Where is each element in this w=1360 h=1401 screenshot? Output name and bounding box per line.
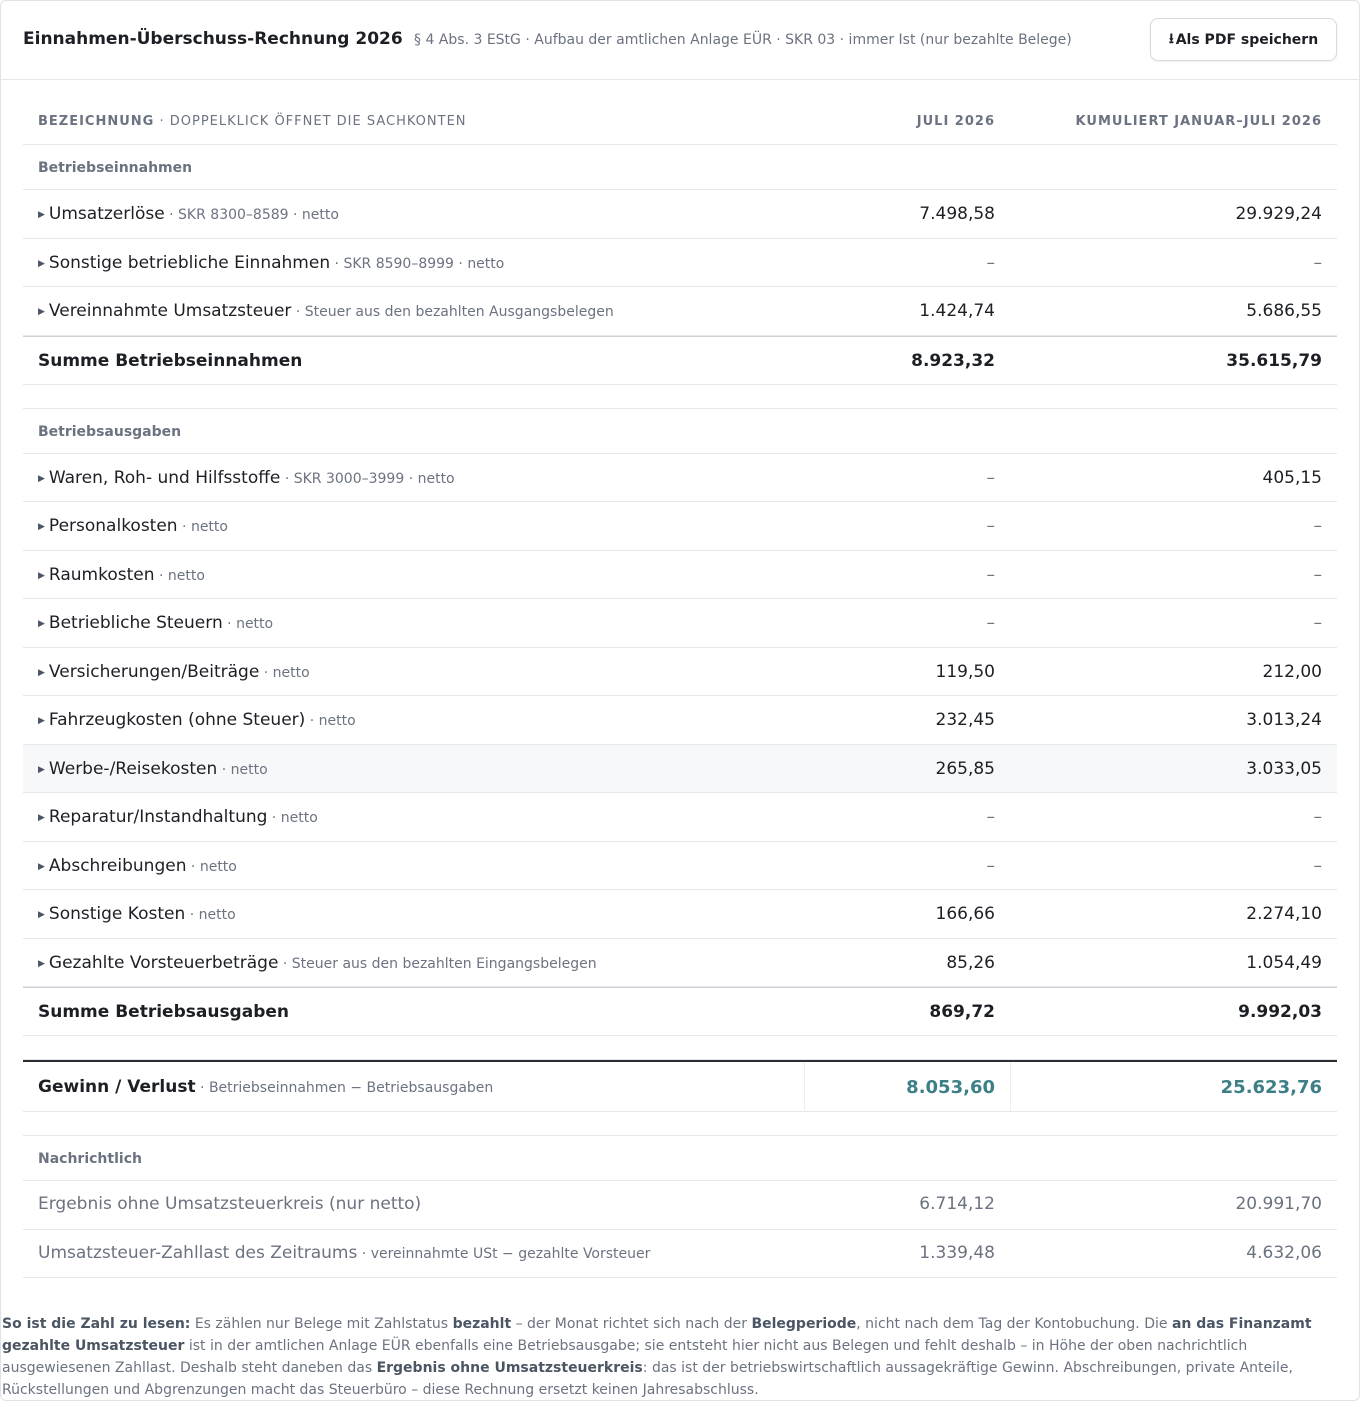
value-cumulative: 29.929,24 (1235, 204, 1322, 224)
value-cumulative: 405,15 (1262, 467, 1322, 488)
value-cumulative: 212,00 (1262, 661, 1322, 682)
report-header (0, 0, 1360, 80)
row-label: Gezahlte Vorsteuerbeträge (48, 952, 279, 973)
account-group-row[interactable] (23, 890, 1337, 939)
column-header-label: BEZEICHNUNG · DOPPELKLICK ÖFFNET DIE SACHKONTEN (38, 114, 467, 129)
row-hint: · netto (185, 907, 236, 923)
profit-loss-hint: · Betriebseinnahmen − Betriebsausgaben (195, 1080, 494, 1096)
page-subtitle: § 4 Abs. 3 EStG · Aufbau der amtlichen Anlage EÜR · SKR 03 · immer Ist (nur bezahlte Belege) (414, 32, 1072, 48)
row-hint: · vereinnahmte USt − gezahlte Vorsteuer (357, 1245, 651, 1262)
row-label: Reparatur/Instandhaltung (48, 807, 268, 827)
account-group-row[interactable] (23, 745, 1337, 794)
value-month: 166,66 (935, 904, 995, 924)
row-label: Umsatzsteuer-Zahllast des Zeitraums (38, 1242, 358, 1263)
row-label: Ergebnis ohne Umsatzsteuerkreis (nur netto) (38, 1194, 422, 1214)
profit-loss-label: Gewinn / Verlust (38, 1077, 196, 1097)
value-cumulative: – (1313, 855, 1322, 876)
column-header-cumulative: KUMULIERT JANUAR–JULI 2026 (1075, 114, 1322, 129)
expand-triangle-icon[interactable]: ▶ (38, 910, 45, 920)
value-cumulative: – (1313, 252, 1322, 273)
account-group-row[interactable] (23, 696, 1337, 745)
value-cumulative: 2.274,10 (1246, 904, 1322, 924)
value-cumulative: 5.686,55 (1246, 301, 1322, 321)
value-month: 7.498,58 (919, 204, 995, 224)
value-cumulative: – (1313, 613, 1322, 633)
expand-triangle-icon[interactable]: ▶ (38, 764, 45, 775)
account-group-row[interactable] (23, 793, 1337, 842)
row-label: Waren, Roh- und Hilfsstoffe (48, 467, 281, 488)
section-header-expenses: Betriebsausgaben (23, 409, 1337, 454)
row-hint: · netto (186, 858, 237, 875)
account-group-row[interactable] (23, 842, 1337, 891)
value-cumulative: – (1313, 807, 1322, 827)
memo-row (23, 1181, 1337, 1230)
account-group-row[interactable] (23, 454, 1337, 503)
expand-triangle-icon[interactable]: ▶ (38, 667, 45, 678)
row-label: Betriebliche Steuern (48, 613, 223, 633)
value-month: 85,26 (946, 952, 995, 973)
account-group-row[interactable] (23, 648, 1337, 697)
euer-table (23, 97, 1337, 1278)
row-label: Sonstige Kosten (48, 904, 186, 924)
value-month: – (986, 467, 995, 488)
row-hint: · Steuer aus den bezahlten Ausgangsbelegen (291, 304, 614, 320)
value-cumulative: 3.013,24 (1246, 710, 1322, 730)
account-group-row[interactable] (23, 599, 1337, 648)
expand-triangle-icon[interactable]: ▶ (38, 716, 45, 726)
reading-note: So ist die Zahl zu lesen: Es zählen nur Belege mit Zahlstatus bezahlt – der Monat richtet sich nach der Belegperiode, nicht nach dem Tag der Kontobuchung. Die an das Finanzamt gezahlte Umsatzsteuer ist in der amtlichen Anlage EÜR ebenfalls eine Betriebsausgabe; sie entsteht hier nicht aus Belegen und fehlt deshalb – in Höhe der oben nachrichtlich ausgewiesenen Zahllast. Deshalb steht daneben das Ergebnis ohne Umsatzsteuerkreis: das ist der betriebswirtschaftlich aussagekräftige Gewinn. Abschreibungen, private Anteile, Rückstellungen und Abgrenzungen macht das Steuerbüro – diese Rechnung ersetzt keinen Jahresabschluss. (2, 1316, 1312, 1398)
value-month: – (986, 252, 995, 273)
row-label: Abschreibungen (48, 855, 187, 876)
account-group-row[interactable] (23, 190, 1337, 239)
value-month: – (986, 855, 995, 876)
row-hint: · netto (267, 810, 318, 826)
table-header-row (23, 97, 1337, 145)
value-month: 232,45 (935, 710, 995, 730)
row-label: Personalkosten (48, 516, 178, 536)
profit-loss-month: 8.053,60 (906, 1077, 995, 1098)
row-label: Vereinnahmte Umsatzsteuer (48, 301, 292, 321)
row-label: Werbe-/Reisekosten (48, 758, 218, 779)
spacer-row (23, 385, 1337, 409)
row-label: Umsatzerlöse (48, 204, 165, 224)
value-cumulative: – (1313, 516, 1322, 536)
value-cumulative: – (1313, 564, 1322, 585)
value-month: 265,85 (935, 758, 995, 779)
download-icon: ⭳ (1168, 30, 1174, 47)
page-title: Einnahmen-Überschuss-Rechnung 2026 (23, 29, 403, 49)
account-group-row[interactable] (23, 502, 1337, 551)
expand-triangle-icon[interactable]: ▶ (38, 210, 45, 220)
row-hint: · Steuer aus den bezahlten Eingangsbelegen (278, 955, 597, 972)
save-pdf-label: Als PDF speichern (1175, 31, 1319, 48)
expand-triangle-icon[interactable]: ▶ (38, 813, 45, 823)
row-hint: · SKR 8300–8589 · netto (164, 207, 339, 223)
profit-loss-cumulative: 25.623,76 (1220, 1077, 1322, 1098)
account-group-row[interactable] (23, 551, 1337, 600)
value-month: – (986, 613, 995, 633)
section-header-memo: Nachrichtlich (23, 1136, 1337, 1181)
memo-row (23, 1230, 1337, 1279)
row-label: Fahrzeugkosten (ohne Steuer) (48, 710, 306, 730)
value-month: 1.339,48 (919, 1242, 995, 1263)
row-hint: · netto (217, 761, 268, 778)
value-cumulative: 4.632,06 (1246, 1242, 1322, 1263)
value-cumulative: 3.033,05 (1246, 758, 1322, 779)
account-group-row[interactable] (23, 939, 1337, 988)
value-month: 119,50 (935, 661, 995, 682)
expand-triangle-icon[interactable]: ▶ (38, 307, 45, 317)
account-group-row[interactable] (23, 239, 1337, 288)
row-hint: · netto (154, 567, 205, 584)
row-hint: · netto (177, 519, 228, 535)
value-month: 1.424,74 (919, 301, 995, 321)
profit-loss-row (23, 1060, 1337, 1112)
expand-triangle-icon[interactable]: ▶ (38, 258, 45, 269)
sum-row-income: Summe Betriebseinnahmen 8.923,32 35.615,79 (23, 336, 1337, 385)
value-month: – (986, 807, 995, 827)
expand-triangle-icon[interactable]: ▶ (38, 522, 45, 532)
column-header-month: JULI 2026 (916, 114, 995, 129)
value-cumulative: 20.991,70 (1235, 1194, 1322, 1214)
row-hint: · netto (259, 664, 310, 681)
expand-triangle-icon[interactable]: ▶ (38, 619, 45, 629)
value-month: – (986, 564, 995, 585)
expand-triangle-icon[interactable]: ▶ (38, 958, 45, 969)
spacer-row (23, 1112, 1337, 1136)
row-label: Sonstige betriebliche Einnahmen (48, 252, 331, 273)
row-hint: · SKR 3000–3999 · netto (280, 470, 455, 487)
expand-triangle-icon[interactable]: ▶ (38, 570, 45, 581)
row-hint: · SKR 8590–8999 · netto (330, 255, 505, 272)
section-header-income: Betriebseinnahmen (23, 145, 1337, 190)
sum-row-expenses: Summe Betriebsausgaben 869,72 9.992,03 (23, 987, 1337, 1036)
row-label: Versicherungen/Beiträge (48, 661, 260, 682)
expand-triangle-icon[interactable]: ▶ (38, 473, 45, 484)
save-pdf-button[interactable] (1150, 18, 1337, 61)
row-hint: · netto (305, 713, 356, 729)
spacer-row (23, 1036, 1337, 1060)
row-hint: · netto (222, 616, 274, 632)
account-group-row[interactable] (23, 287, 1337, 336)
row-label: Raumkosten (48, 564, 155, 585)
value-month: – (986, 516, 995, 536)
value-month: 6.714,12 (919, 1194, 995, 1214)
expand-triangle-icon[interactable]: ▶ (38, 861, 45, 872)
value-cumulative: 1.054,49 (1246, 952, 1322, 973)
